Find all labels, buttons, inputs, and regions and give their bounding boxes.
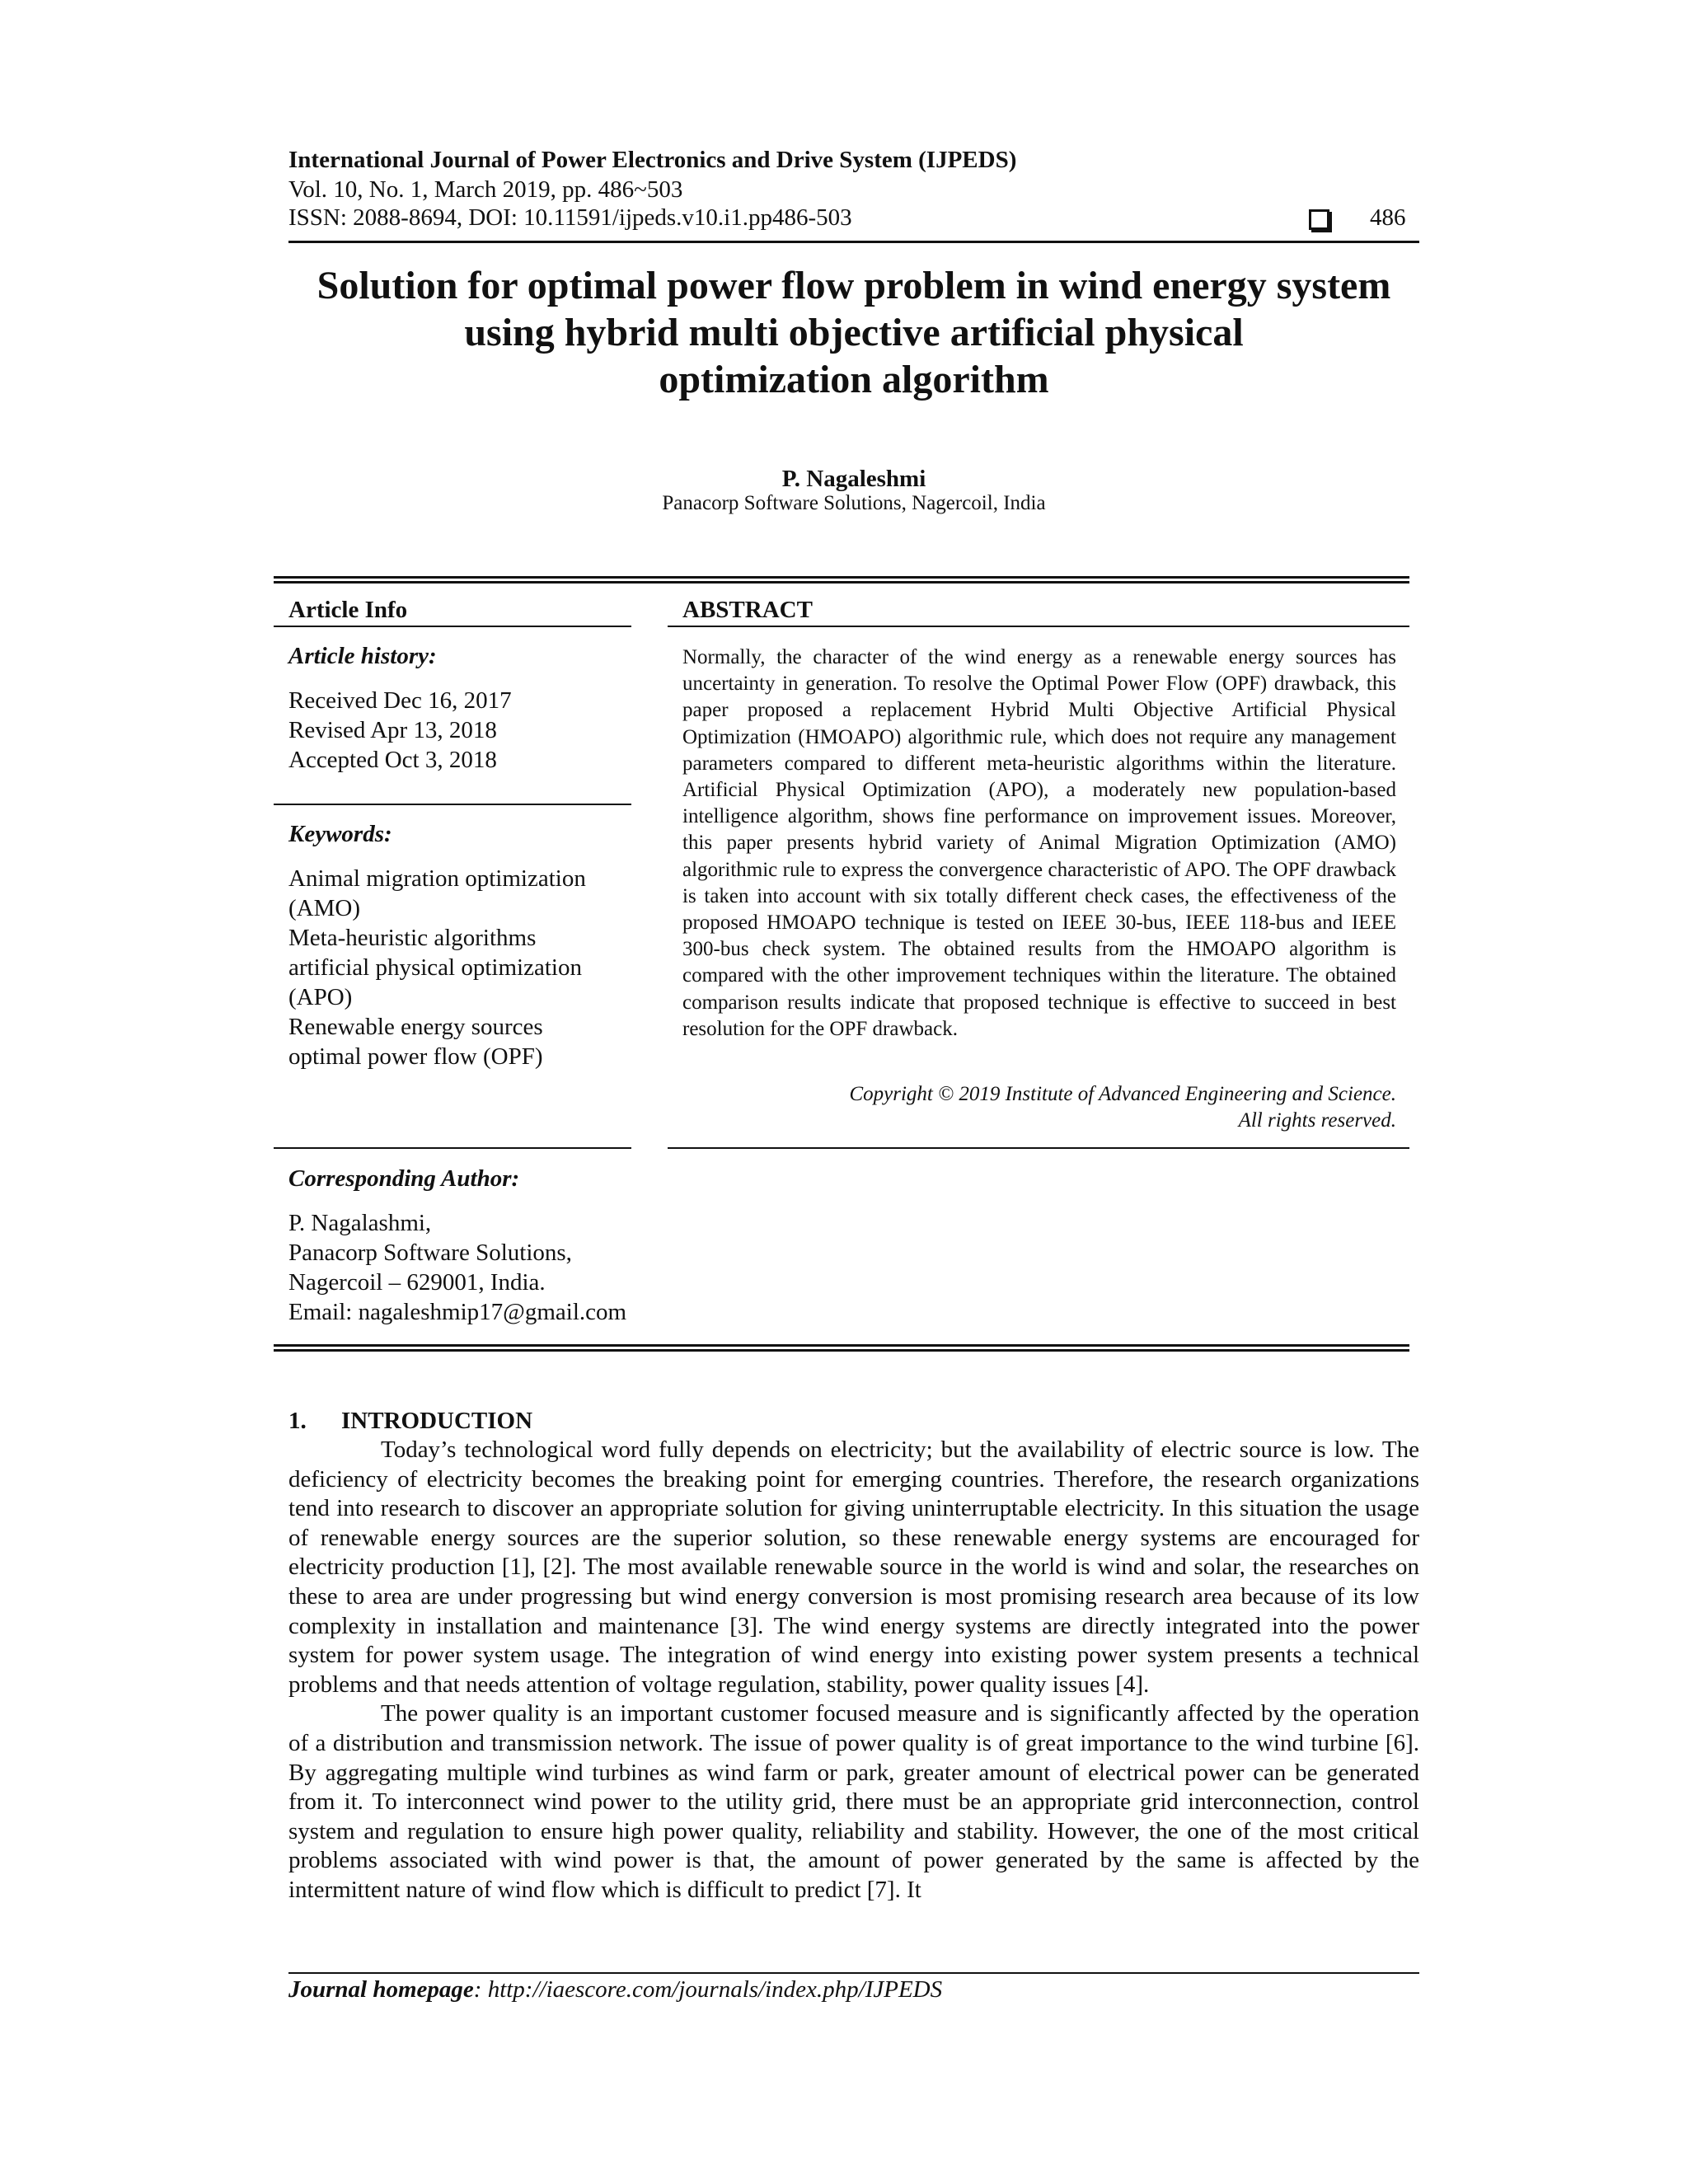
abstract-text: Normally, the character of the wind energy as a renewable energy sources has uncertainty in generation. To resolve the Optimal Power Flow (OPF) drawback, this paper proposed a replacement Hybrid Multi Objective Artificial Physical Optimization (HMOAPO) algorithmic rule, which does not require any management parameters compared to different meta-heuristic algorithms within the literature. Artificial Physical Optimization (APO), a moderately new population-based intelligence algorithm, shows fine performance on improvement issues. Moreover, this paper presents hybrid variety of Animal Migration Optimization (AMO) algorithmic rule to express the convergence characteristic of APO. The OPF drawback is taken into account with six totally different check cases, the effectiveness of the proposed HMOAPO technique is tested on IEEE 30-bus, IEEE 118-bus and IEEE 300-bus check system. The obtained results from the HMOAPO algorithm is compared with the other improvement techniques within the literature. The obtained comparison results indicate that proposed technique is effective to succeed in best resolution for the OPF drawback. (682, 646, 1396, 1040)
body-paragraph: Today’s technological word fully depends on electricity; but the availability of electric source is low. The deficiency of electricity becomes the breaking point for emerging countries. Therefore, the research organizations tend into research to discover an appropriate solution for giving uninterruptable electricity. In this situation the usage of renewable energy sources are the superior solution, so these renewable energy systems are encouraged for electricity production [1], [2]. The most available renewable source in the world is wind and solar, the researches on these to area are under progressing but wind energy conversion is most promising research area because of its low complexity in installation and maintenance [3]. The wind energy systems are directly integrated into the power system for power system usage. The integration of wind energy into existing power system presents a technical problems and that needs attention of voltage regulation, stability, power quality issues [4]. (288, 1436, 1419, 1698)
title-line-2: using hybrid multi objective artificial physical (464, 311, 1244, 354)
footer-label: Journal homepage (288, 1976, 474, 2003)
article-info-rule (274, 626, 631, 627)
author-affiliation: Panacorp Software Solutions, Nagercoil, India (662, 492, 1046, 514)
page-number: 486 (1370, 204, 1406, 231)
title-line-3: optimization algorithm (659, 358, 1049, 401)
paper-title (272, 262, 1436, 403)
history-rule (274, 804, 631, 805)
corresponding-email: Email: nagaleshmip17@gmail.com (288, 1299, 627, 1325)
keyword-line: artificial physical optimization (288, 954, 582, 981)
author-name: P. Nagaleshmi (781, 466, 926, 492)
keyword-line: optimal power flow (OPF) (288, 1043, 543, 1070)
keyword-line: Animal migration optimization (288, 865, 586, 892)
corresponding-author-details (288, 1208, 668, 1327)
abstract-rule (668, 626, 1409, 627)
journal-name: International Journal of Power Electronics and Drive System (IJPEDS) (288, 147, 1017, 173)
keyword-line: (APO) (288, 984, 353, 1010)
keyword-line: (AMO) (288, 895, 360, 921)
corresponding-author-heading: Corresponding Author: (288, 1165, 520, 1192)
header-rule (288, 241, 1419, 243)
journal-issn-doi: ISSN: 2088-8694, DOI: 10.11591/ijpeds.v10.i1.pp486-503 (288, 204, 852, 231)
square-bullet-icon (1309, 209, 1329, 230)
journal-homepage-link[interactable]: : http://iaescore.com/journals/index.php/IJPEDS (473, 1976, 943, 2003)
introduction-body (288, 1436, 1419, 1905)
keywords-rule (274, 1147, 631, 1149)
copyright-line-1: Copyright © 2019 Institute of Advanced Engineering and Science. (849, 1083, 1396, 1105)
journal-volume: Vol. 10, No. 1, March 2019, pp. 486~503 (288, 176, 683, 203)
history-accepted: Accepted Oct 3, 2018 (288, 747, 497, 773)
section-heading-introduction (288, 1408, 532, 1435)
article-history-list (288, 686, 651, 775)
history-received: Received Dec 16, 2017 (288, 687, 512, 714)
journal-homepage-footer (288, 1976, 942, 2004)
section-number: 1. (288, 1408, 307, 1434)
corresponding-address: Nagercoil – 629001, India. (288, 1269, 546, 1296)
copyright-notice (682, 1081, 1396, 1134)
corresponding-org: Panacorp Software Solutions, (288, 1240, 572, 1266)
info-box-top-rule (274, 576, 1409, 583)
history-revised: Revised Apr 13, 2018 (288, 717, 497, 743)
abstract-bottom-rule (668, 1147, 1409, 1149)
article-history-heading: Article history: (288, 643, 437, 669)
keyword-line: Renewable energy sources (288, 1014, 543, 1040)
info-box-bottom-rule (274, 1344, 1409, 1352)
footer-rule (288, 1972, 1419, 1974)
abstract-heading: ABSTRACT (682, 597, 813, 623)
corresponding-name: P. Nagalashmi, (288, 1210, 432, 1236)
keyword-line: Meta-heuristic algorithms (288, 925, 537, 951)
body-paragraph: The power quality is an important customer focused measure and is significantly affected by the operation of a distribution and transmission network. The issue of power quality is of great importance to the wind turbine [6]. By aggregating multiple wind turbines as wind farm or park, greater amount of electrical power can be generated from it. To interconnect wind power to the utility grid, there must be an appropriate grid interconnection, control system and regulation to ensure high power quality, reliability and stability. However, the one of the most critical problems associated with wind power is that, the amount of power generated by the same is affected by the intermittent nature of wind flow which is difficult to predict [7]. It (288, 1700, 1419, 1903)
keywords-heading: Keywords: (288, 821, 392, 847)
keywords-list (288, 864, 651, 1071)
article-info-heading: Article Info (288, 597, 408, 623)
copyright-line-2: All rights reserved. (1238, 1109, 1396, 1132)
section-title: INTRODUCTION (341, 1408, 533, 1434)
title-line-1: Solution for optimal power flow problem in wind energy system (316, 264, 1391, 307)
